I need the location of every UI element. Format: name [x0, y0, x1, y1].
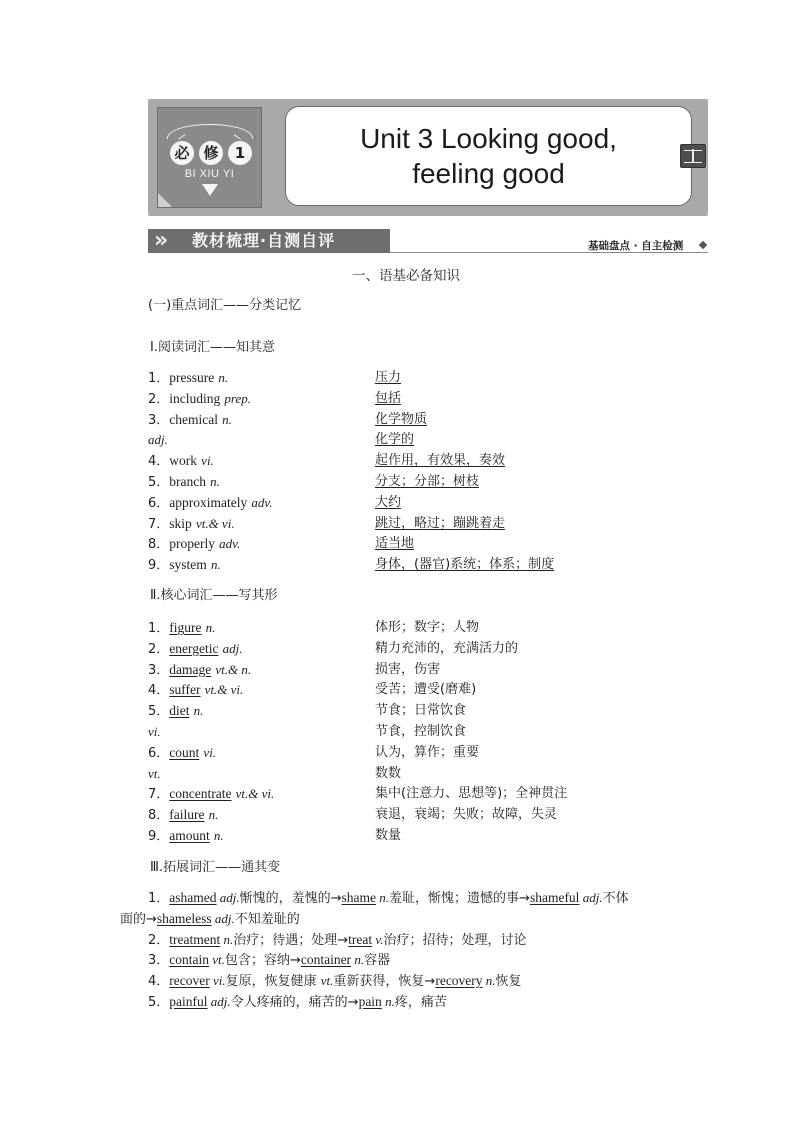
vocab-row [148, 765, 161, 784]
vocab-word: suffer [169, 682, 201, 698]
vocab-row [148, 369, 228, 388]
part-of-speech: vi. [209, 973, 226, 988]
definition-text: 疼，痛苦 [394, 995, 447, 1010]
definition-text: 治疗；招待；处理，讨论 [383, 933, 527, 948]
vocab-row [148, 723, 161, 742]
expand-line [148, 951, 390, 970]
item-number: 2． [148, 391, 170, 407]
item-number: 2． [148, 641, 170, 657]
vocab-word: treatment [169, 932, 221, 947]
part-of-speech: vt. [148, 765, 161, 781]
definition-text: 1． [148, 891, 170, 906]
vocab-word: ashamed [169, 890, 217, 905]
vocab-word: chemical [169, 411, 219, 427]
vocab-meaning: 受苦；遭受(磨难) [375, 682, 477, 698]
vocab-word: count [169, 744, 200, 760]
vocab-word: contain [169, 952, 210, 967]
vocab-meaning: 体形；数字；人物 [375, 620, 480, 635]
part-of-speech: adv. [219, 536, 241, 552]
vocab-row [148, 681, 243, 700]
vocab-word: recover [169, 973, 210, 988]
part-of-speech: vi. [203, 744, 217, 760]
part-of-speech: adj. [207, 994, 231, 1009]
badge-corner-fold [158, 193, 172, 207]
vocab-meaning: 节食；日常饮食 [375, 703, 467, 719]
vocab-meaning: 适当地 [375, 536, 415, 552]
part-of-speech: vt.& vi. [204, 682, 244, 698]
expand-line [148, 993, 447, 1012]
item-number: 7． [148, 516, 170, 532]
vocab-word: pain [358, 994, 382, 1009]
vocab-meaning: 集中(注意力、思想等)；全神贯注 [375, 786, 568, 802]
section-tab-label: 教材梳理·自测自评 [192, 231, 336, 250]
part-of-speech: adj. [148, 432, 168, 448]
vocab-word: damage [169, 661, 212, 677]
definition-text: 3． [148, 953, 170, 968]
badge-char: 1 [228, 141, 252, 165]
vocab-word: including [169, 390, 221, 406]
vocab-word: container [300, 952, 352, 967]
vocab-meaning: 压力 [375, 370, 402, 385]
vocab-word: amount [169, 828, 210, 843]
vocab-word: skip [169, 515, 192, 531]
vocab-meaning: 身体，(器官)系统；体系；制度 [375, 557, 555, 573]
definition-text: 恢复 [495, 974, 522, 989]
badge-pinyin: BI XIU YI [184, 168, 235, 180]
vocab-row [148, 556, 221, 575]
vocab-meaning: 化学物质 [375, 411, 428, 427]
vocab-row [148, 806, 218, 825]
expand-line [148, 889, 629, 908]
part-of-speech: n. [222, 411, 232, 427]
vocab-word: treat [348, 932, 373, 947]
vocab-word: figure [169, 620, 202, 635]
vocab-row [148, 702, 203, 721]
part-of-speech: vt.& vi. [195, 515, 235, 531]
part-of-speech: adj. [579, 890, 603, 905]
definition-text: 惭愧的，羞愧的→ [239, 891, 342, 906]
vocab-meaning: 节食，控制饮食 [375, 724, 467, 739]
vocab-meaning: 精力充沛的，充满活力的 [375, 640, 519, 656]
vocab-word: properly [169, 536, 216, 552]
part-of-speech: n. [208, 807, 219, 823]
badge-char: 必 [170, 141, 194, 165]
book-page-right [694, 150, 702, 163]
vocab-meaning: 包括 [375, 390, 402, 406]
vocab-word: shame [341, 890, 377, 905]
vocab-meaning: 大约 [375, 494, 402, 510]
vocab-word: energetic [169, 640, 219, 656]
item-number: 1． [148, 371, 170, 386]
vocab-meaning: 数量 [375, 828, 402, 843]
vocab-row [148, 640, 243, 659]
part-of-speech: vt.& n. [215, 661, 252, 677]
definition-text: 面的→ [120, 912, 157, 927]
part-of-speech: n. [213, 828, 224, 843]
vocab-row [148, 452, 214, 471]
expand-line [148, 972, 522, 991]
vocab-row [148, 390, 251, 409]
item-number: 5． [148, 475, 170, 490]
double-chevron-icon: » [154, 228, 169, 253]
item-number: 6． [148, 495, 170, 511]
definition-text: 重新获得，恢复→ [333, 974, 436, 989]
item-number: 4． [148, 683, 170, 699]
part-of-speech: n. [381, 994, 395, 1009]
badge-char: 修 [199, 141, 223, 165]
vocab-meaning: 分支；分部；树枝 [375, 474, 480, 489]
vocab-word: branch [169, 474, 207, 489]
item-number: 8． [148, 537, 170, 553]
item-number: 5． [148, 704, 170, 720]
vocab-row [148, 744, 216, 763]
vocab-word: concentrate [169, 786, 232, 802]
vocab-word: failure [169, 807, 205, 823]
definition-text: 5． [148, 995, 170, 1010]
vocab-word: pressure [169, 370, 215, 385]
vocab-row [148, 535, 240, 554]
section-tab-subtitle: 基础盘点 · 自主检测 [588, 240, 684, 252]
reading-vocab-heading: Ⅰ.阅读词汇——知其意 [150, 340, 275, 355]
vocab-meaning: 数数 [375, 765, 402, 781]
definition-text: 复原，恢复健康 [225, 974, 321, 989]
vocab-row [148, 619, 215, 638]
vocab-meaning: 衰退，衰竭；失败；故障，失灵 [375, 807, 558, 823]
part-of-speech: vt. [209, 952, 225, 967]
unit-title-line1: Unit 3 Looking good, [360, 123, 617, 154]
part-of-speech: n. [351, 952, 365, 967]
vocab-word: recovery [435, 973, 483, 988]
vocab-row [148, 515, 235, 534]
module-badge [157, 107, 262, 208]
unit-title-panel [285, 106, 692, 206]
definition-text: 治疗；待遇；处理→ [233, 933, 349, 948]
vocab-meaning: 认为，算作；重要 [375, 744, 480, 760]
vocab-row [148, 827, 224, 846]
part-of-speech: vi. [148, 724, 161, 739]
unit-title-line2: feeling good [412, 158, 565, 189]
part-of-speech: v. [372, 932, 384, 947]
definition-text: 令人疼痛的，痛苦的→ [230, 995, 359, 1010]
part-of-speech: vt. [320, 973, 334, 988]
vocab-word: painful [169, 994, 208, 1009]
core-vocab-heading: Ⅱ.核心词汇——写其形 [150, 588, 278, 603]
item-number: 3． [148, 662, 170, 678]
subsection-title: (一)重点词汇——分类记忆 [148, 298, 302, 313]
section-title: 一、语基必备知识 [352, 268, 460, 284]
definition-text: 不体 [602, 891, 629, 906]
definition-text: 羞耻，惭愧；遗憾的事→ [389, 891, 530, 906]
vocab-word: approximately [169, 494, 248, 510]
definition-text: 容器 [364, 953, 391, 968]
part-of-speech: n. [193, 703, 204, 719]
vocab-word: work [169, 453, 198, 469]
vocab-row [148, 431, 168, 450]
diamond-icon [699, 241, 707, 249]
definition-text: 4． [148, 974, 170, 989]
vocab-row [148, 785, 274, 804]
expand-line [120, 910, 300, 929]
part-of-speech: n. [220, 932, 234, 947]
definition-text: 2． [148, 933, 170, 948]
item-number: 8． [148, 808, 170, 824]
part-of-speech: adj. [222, 640, 243, 656]
book-page-left [684, 150, 692, 163]
vocab-meaning: 化学的 [375, 432, 415, 448]
vocab-word: shameless [156, 911, 212, 926]
vocab-meaning: 起作用，有效果，奏效 [375, 453, 506, 469]
item-number: 3． [148, 412, 170, 428]
part-of-speech: adv. [251, 494, 273, 510]
part-of-speech: n. [205, 620, 216, 635]
vocab-meaning: 跳过，略过；蹦跳着走 [375, 515, 506, 531]
definition-text: 不知羞耻的 [234, 912, 300, 927]
item-number: 1． [148, 621, 170, 636]
vocab-word: shameful [529, 890, 580, 905]
vocab-word: diet [169, 703, 190, 719]
item-number: 6． [148, 745, 170, 761]
vocab-row [148, 661, 251, 680]
expand-line [148, 931, 526, 950]
part-of-speech: n. [210, 557, 221, 573]
vocab-meaning: 损害，伤害 [375, 661, 441, 677]
expand-vocab-heading: Ⅲ.拓展词汇——通其变 [150, 860, 281, 875]
vocab-row [148, 473, 220, 492]
item-number: 9． [148, 829, 170, 844]
part-of-speech: prep. [224, 390, 252, 406]
item-number: 7． [148, 787, 170, 803]
definition-text: 包含；容纳→ [224, 953, 301, 968]
vocab-row [148, 494, 272, 513]
down-triangle-icon [202, 184, 218, 196]
item-number: 4． [148, 454, 170, 470]
part-of-speech: n. [376, 890, 390, 905]
vocab-word: system [169, 557, 207, 573]
part-of-speech: n. [482, 973, 496, 988]
vocab-row [148, 411, 232, 430]
part-of-speech: adj. [216, 890, 240, 905]
part-of-speech: n. [218, 370, 229, 385]
badge-characters [170, 141, 252, 165]
part-of-speech: vt.& vi. [235, 786, 275, 802]
part-of-speech: n. [210, 474, 220, 489]
item-number: 9． [148, 558, 170, 574]
part-of-speech: adj. [211, 911, 235, 926]
book-icon [680, 144, 706, 168]
part-of-speech: vi. [201, 453, 214, 469]
